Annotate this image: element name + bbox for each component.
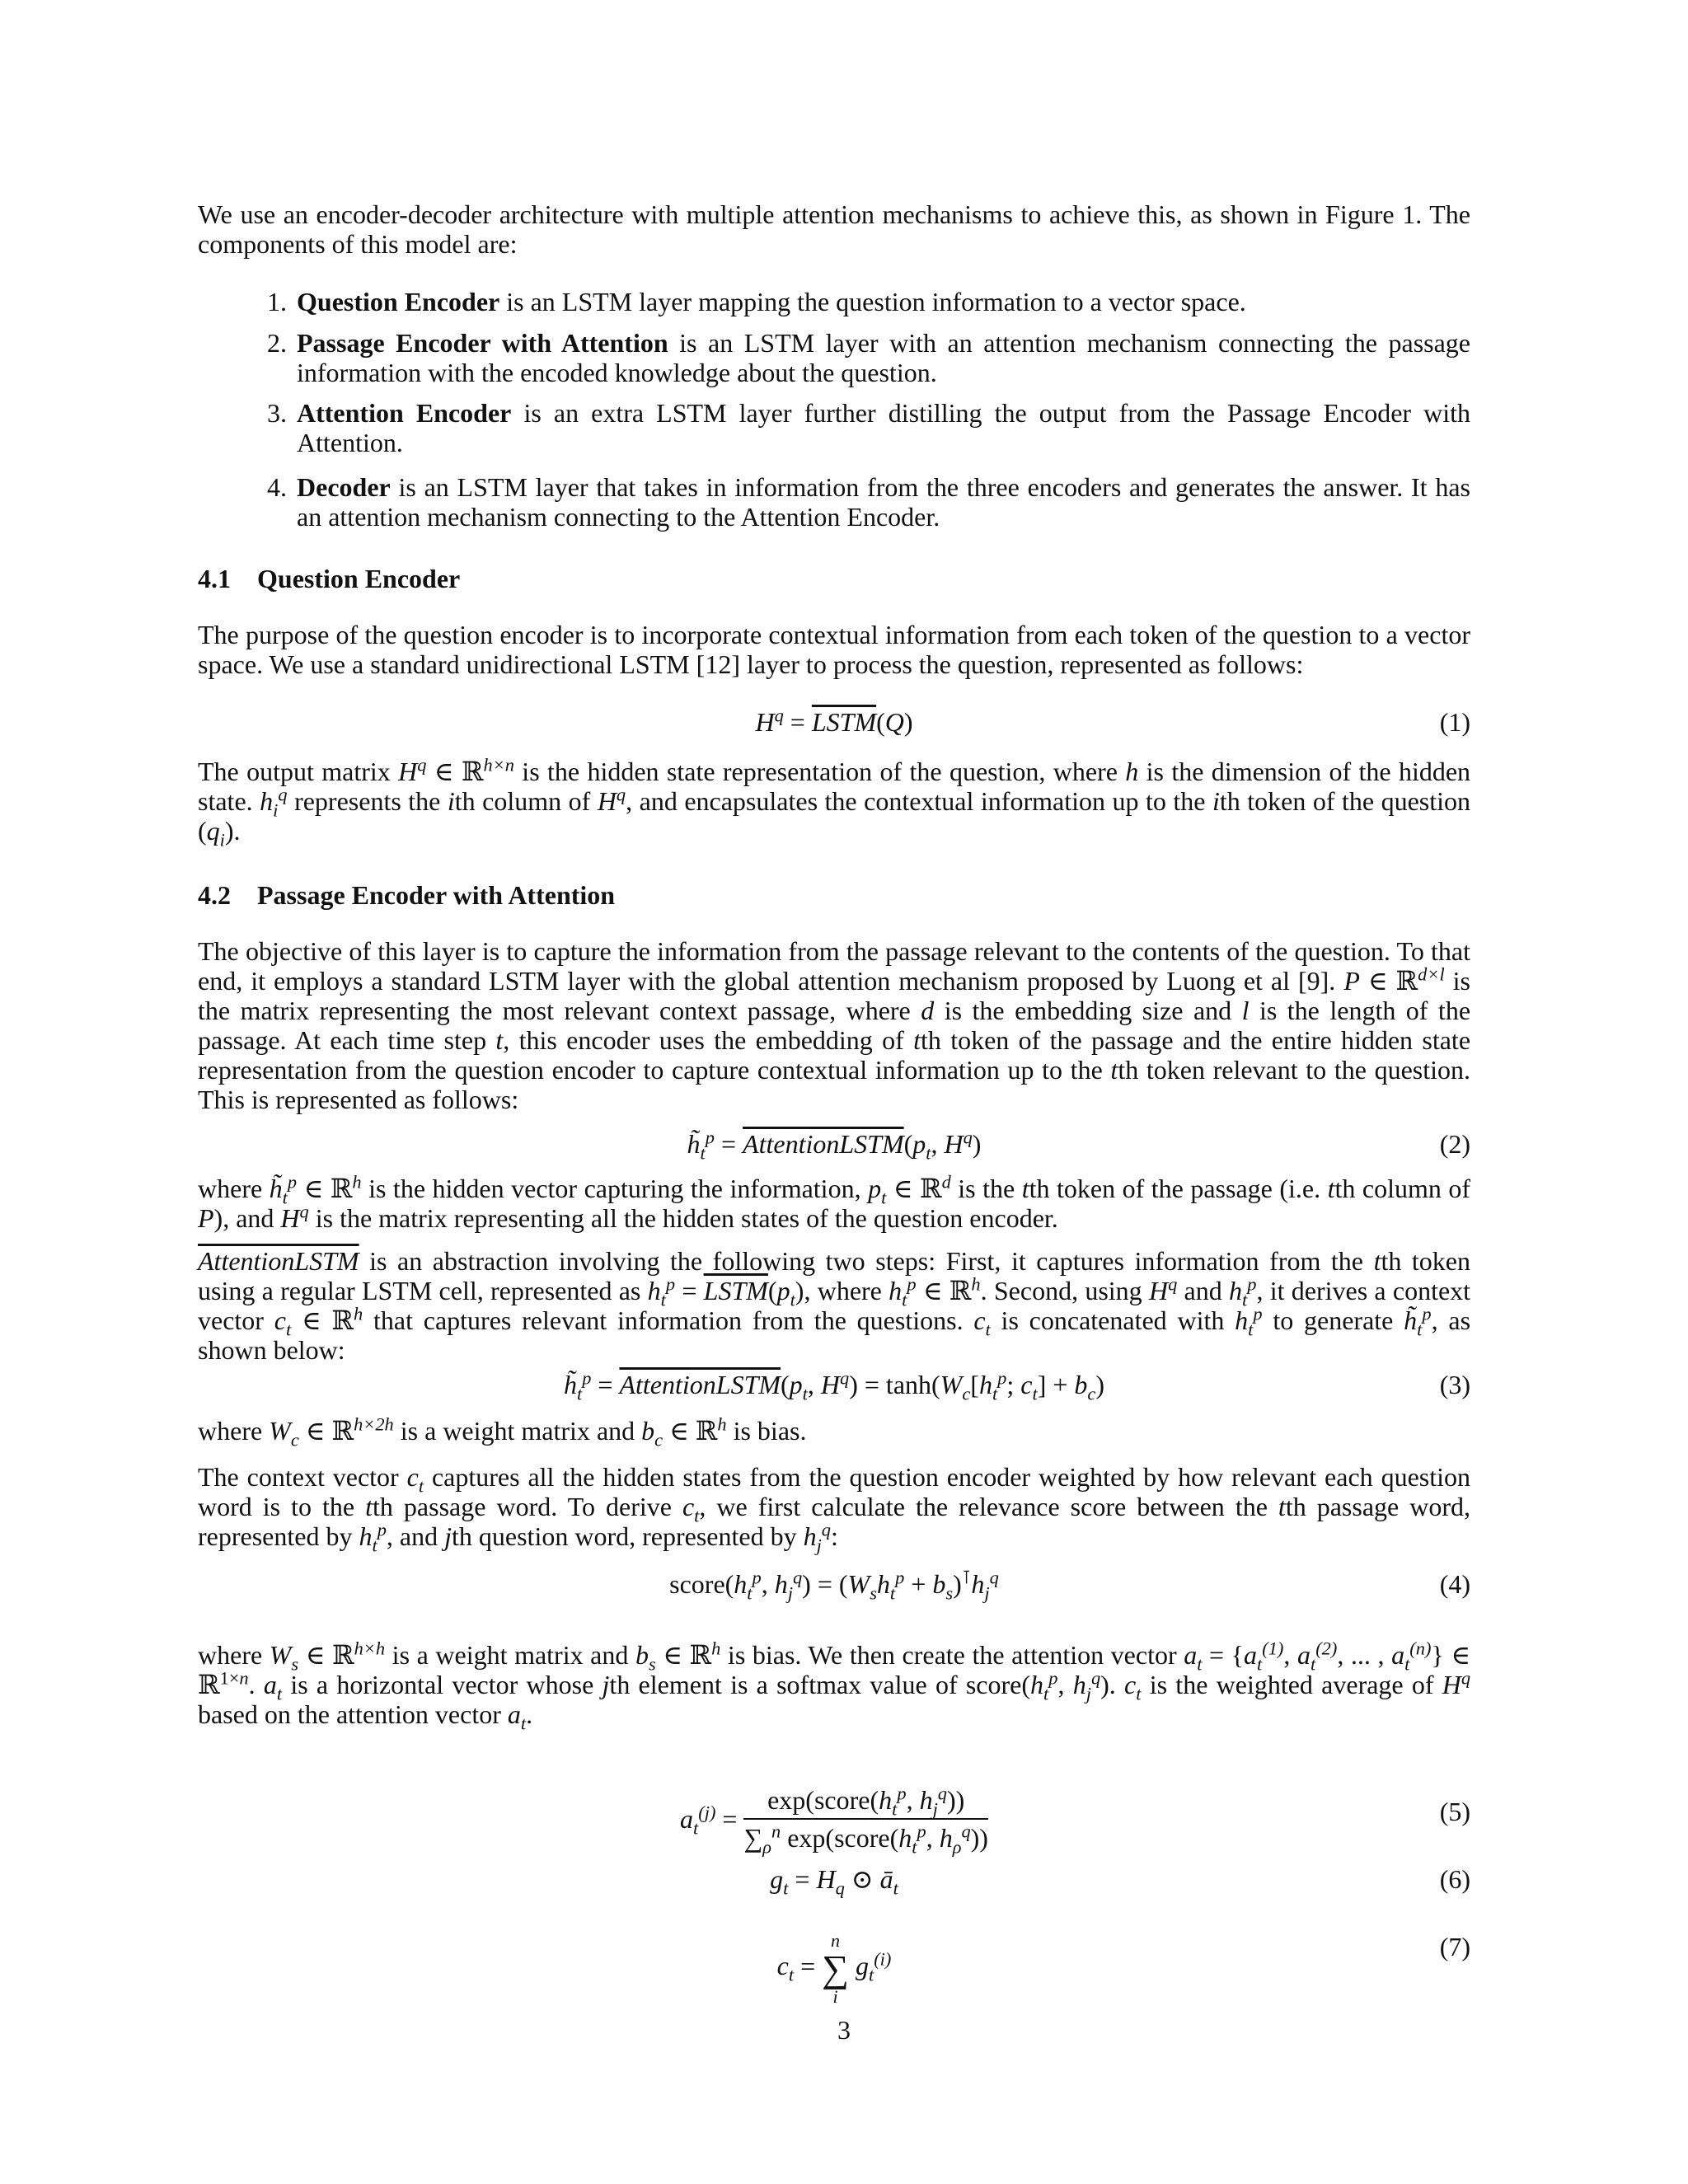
eq2-explanation: where $h̃_t^p$ ∈ ℝ$^h$ is the hidden vector capturing the information, $p_t$ ∈ ℝ$^d$ is the tth token of the passage (i.e. tth column of P), and $H^q$ is the matrix representing all the hidden states of the question encoder. (198, 1171, 1471, 1233)
section-4-1-paragraph-2: The output matrix $H^q$ ∈ ℝ$^{h\times n}$ is the hidden state representation of the question, where h is the dimension of the hidden state. $h_i^q$ represents the ith column of $H^q$, and encapsulates the contextual information up to the ith token of the question $(q_i)$. (198, 754, 1471, 851)
equation-3: $h̃_t^p$ = $AttentionLSTM(p_t$, $H^q) = \tanh(W_c[h_t^p$; $c_t] + b_c$) (3) (563, 1367, 1470, 1404)
equation-number: (2) (1439, 1129, 1470, 1159)
equation-7: $c_t$ = n ∑ i $g_t^{(i)}$ (7) (776, 1930, 1470, 2007)
section-4-2-paragraph: The objective of this layer is to capture the information from the passage relevant to the contents of the question. To that end, it employs a standard LSTM layer with the global attention mechanism proposed by Luong et al [9]. P ∈ ℝ$^{d\times l}$ is the matrix representing the most relevant context passage, where d is the embedding size and l is the length of the passage. At each time step t, this encoder uses the embedding of tth token of the passage and the entire hidden state representation from the question encoder to capture contextual information up to the tth token relevant to the question. This is represented as follows: (198, 936, 1471, 1114)
equation-number: (7) (1439, 1932, 1470, 1961)
paper-page: We use an encoder-decoder architecture with multiple attention mechanisms to achieve this, as shown in Figure 1. The components of this model are: 1. Question Encoder is an LSTM layer mapping the question information to a vector space. 2. Passage Encoder with Attention is an LSTM layer with an attention mechanism connecting the passage information with the encoded knowledge about the question. 3. Attention Encoder is an extra LSTM layer further distilling the output from the Passage Encoder with Attention. 4. Decoder is an LSTM layer that takes in information from the three encoders and generates the answer. It has an attention mechanism connecting to the Attention Encoder. 4.1 Question Encoder The purpose of the question encoder is to incorporate contextual information from each token of the question to a vector space. We use a standard unidirectional LSTM [12] layer to process the question, represented as follows: $H^q$ = LSTM(Q) (1) The output matrix $H^q$ ∈ ℝ$^{h\times n}$ is the hidden state representation of the question, where h is the dimension of the hidden state. $h_i^q$ represents the ith column of $H^q$, and encapsulates the contextual information up to the ith token of the question $(q_i)$. 4.2 Passage Encoder with Attention The objective of this layer is to capture the information from the passage relevant to the contents of the question. To that end, it employs a standard LSTM layer with the global attention mechanism proposed by Luong et al [9]. P ∈ ℝ$^{d\times l}$ is the matrix representing the most relevant context passage, where d is the embedding size and l is the length of the passage. At each time step t, this encoder uses the embedding of tth token of the passage and the entire hidden state representation from the question encoder to capture contextual information up to the tth token relevant to the question. This is represented as follows: $h̃_t^p$ = $AttentionLSTM(p_t$, $H^q$) (2) where $h̃_t^p$ ∈ ℝ$^h$ is the hidden vector capturing the information, $p_t$ ∈ ℝ$^d$ is the tth token of the passage (i.e. tth column of P), and $H^q$ is the matrix representing all the hidden states of the question encoder. AttentionLSTM is an abstraction involving the following two steps: First, it captures information from the tth token using a regular LSTM cell, represented as $h_t^p$ = $LSTM(p_t)$, where $h_t^p$ ∈ ℝ$^h$. Second, using $H^q$ and $h_t^p$, it derives a context vector $c_t$ ∈ ℝ$^h$ that captures relevant information from the questions. $c_t$ is concatenated with $h_t^p$ to generate $h̃_t^p$, as shown below: $h̃_t^p$ = $AttentionLSTM(p_t$, $H^q) = \tanh(W_c[h_t^p$; $c_t] + b_c$) (3) where $W_c$ ∈ ℝ$^{h\times 2h}$ is a weight matrix and $b_c$ ∈ ℝ$^h$ is bias. The context vector $c_t$ captures all the hidden states from the question encoder weighted by how relevant each question word is to the tth passage word. To derive $c_t$, we first calculate the relevance score between the tth passage word, represented by $h_t^p$, and jth question word, represented by $h_j^q$: $score(h_t^p$, $h_j^q) = (W_sh_t^p + b_s)^⊺h_j^q$ (4) where $W_s$ ∈ ℝ$^{h\times h}$ is a weight matrix and $b_s$ ∈ ℝ$^h$ is bias. We then create the attention vector $a_t = \{a_t^{(1)}$, $a_t^{(2)}$, ... , $a_t^{(n)}$} ∈ ℝ$^{1\times n}$. $a_t$ is a horizontal vector whose jth element is a softmax value of $score(h_t^p$, $h_j^q$). $c_t$ is the weighted average of $H^q$ based on the attention vector $a_t$. $a_t^{(j)}$ = $\frac{\exp(score(h_t^p, h_j^q))}{\sum_\rho^n \exp(score(h_t^p, h_\rho^q))}$ (5) $g_t = H_q$ ⊙ $ā_t$ (6) $c_t$ = n ∑ i $g_t^{(i)}$ (7) 3 (0, 0, 1688, 2184)
equation-1: $H^q$ = LSTM(Q) (1) (755, 705, 1470, 737)
intro-paragraph: We use an encoder-decoder architecture with multiple attention mechanisms to achieve this, as shown in Figure 1. The components of this model are: (198, 199, 1470, 259)
section-4-1-paragraph: The purpose of the question encoder is to incorporate contextual information from each token of the question to a vector space. We use a standard unidirectional LSTM [12] layer to process the question, represented as follows: (198, 620, 1470, 679)
equation-6: $g_t = H_q$ ⊙ $ā_t$ (6) (770, 1864, 1470, 1899)
attention-vector-paragraph: where $W_s$ ∈ ℝ$^{h\times h}$ is a weight matrix and $b_s$ ∈ ℝ$^h$ is bias. We then create the attention vector $a_t = \{a_t^{(1)}$, $a_t^{(2)}$, ... , $a_t^{(n)}$} ∈ ℝ$^{1\times n}$. $a_t$ is a horizontal vector whose jth element is a softmax value of $score(h_t^p$, $h_j^q$). $c_t$ is the weighted average of $H^q$ based on the attention vector $a_t$. (198, 1638, 1471, 1734)
page-number: 3 (837, 2015, 851, 2045)
equation-5: $a_t^{(j)}$ = $\frac{\exp(score(h_t^p, h_j^q))}{\sum_\rho^n \exp(score(h_t^p, h_\rho^q))}$ (5) (680, 1783, 1470, 1858)
eq3-explanation: where $W_c$ ∈ ℝ$^{h\times 2h}$ is a weight matrix and $b_c$ ∈ ℝ$^h$ is bias. (198, 1413, 807, 1451)
equation-number: (6) (1439, 1864, 1470, 1894)
equation-4: $score(h_t^p$, $h_j^q) = (W_sh_t^p + b_s)^⊺h_j^q$ (4) (669, 1567, 1470, 1604)
equation-number: (4) (1439, 1569, 1470, 1599)
equation-2: $h̃_t^p$ = $AttentionLSTM(p_t$, $H^q$) (2) (687, 1127, 1470, 1164)
equation-number: (1) (1439, 707, 1470, 737)
context-vector-paragraph: The context vector $c_t$ captures all the hidden states from the question encoder weighted by how relevant each question word is to the tth passage word. To derive $c_t$, we first calculate the relevance score between the tth passage word, represented by $h_t^p$, and jth question word, represented by $h_j^q$: (198, 1462, 1471, 1556)
section-heading-4-1: 4.1 Question Encoder (198, 564, 461, 593)
section-heading-4-2: 4.2 Passage Encoder with Attention (198, 880, 616, 910)
equation-number: (3) (1439, 1370, 1470, 1399)
attention-lstm-paragraph: AttentionLSTM is an abstraction involving the following two steps: First, it captures information from the tth token using a regular LSTM cell, represented as $h_t^p$ = $LSTM(p_t)$, where $h_t^p$ ∈ ℝ$^h$. Second, using $H^q$ and $h_t^p$, it derives a context vector $c_t$ ∈ ℝ$^h$ that captures relevant information from the questions. $c_t$ is concatenated with $h_t^p$ to generate $h̃_t^p$, as shown below: (198, 1246, 1471, 1365)
equation-number: (5) (1439, 1797, 1470, 1826)
